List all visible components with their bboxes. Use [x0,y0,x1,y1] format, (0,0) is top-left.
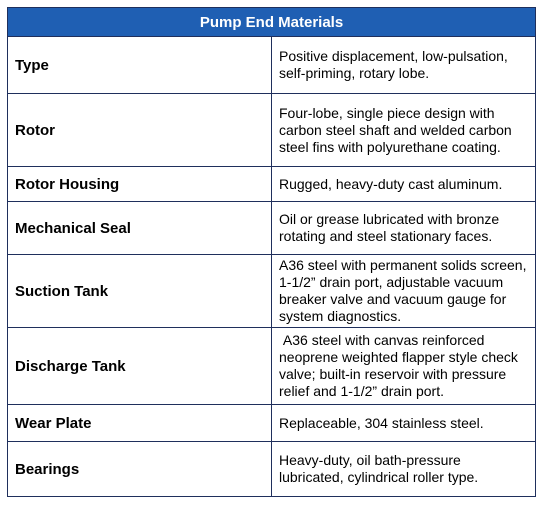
row-label-bearings: Bearings [8,442,272,497]
row-value-rotor: Four-lobe, single piece design with carbon steel shaft and welded carbon steel fins with polyurethane coating. [272,94,536,167]
table-row [8,255,536,328]
table-row [8,442,536,497]
row-label-mechanical-seal: Mechanical Seal [8,202,272,255]
row-value-mechanical-seal: Oil or grease lubricated with bronze rotating and steel stationary faces. [272,202,536,255]
row-value-wear-plate: Replaceable, 304 stainless steel. [272,405,536,442]
table-row [8,37,536,94]
table-row [8,328,536,405]
table-row [8,94,536,167]
row-value-discharge-tank: A36 steel with canvas reinforced neoprene weighted flapper style check valve; built-in reservoir with pressure relief and 1-1/2” drain port. [272,328,536,405]
row-label-suction-tank: Suction Tank [8,255,272,328]
row-value-bearings: Heavy-duty, oil bath-pressure lubricated, cylindrical roller type. [272,442,536,497]
table-row [8,167,536,202]
table-row [8,405,536,442]
table-row [8,202,536,255]
row-label-wear-plate: Wear Plate [8,405,272,442]
row-label-discharge-tank: Discharge Tank [8,328,272,405]
row-label-rotor-housing: Rotor Housing [8,167,272,202]
row-label-rotor: Rotor [8,94,272,167]
table-header-row [8,8,536,37]
row-value-type: Positive displacement, low-pulsation, self-priming, rotary lobe. [272,37,536,94]
row-value-rotor-housing: Rugged, heavy-duty cast aluminum. [272,167,536,202]
row-value-suction-tank: A36 steel with permanent solids screen, 1-1/2” drain port, adjustable vacuum breaker valve and vacuum gauge for system diagnostics. [272,255,536,328]
pump-end-materials-table [7,7,536,497]
row-label-type: Type [8,37,272,94]
table-title: Pump End Materials [8,8,536,37]
